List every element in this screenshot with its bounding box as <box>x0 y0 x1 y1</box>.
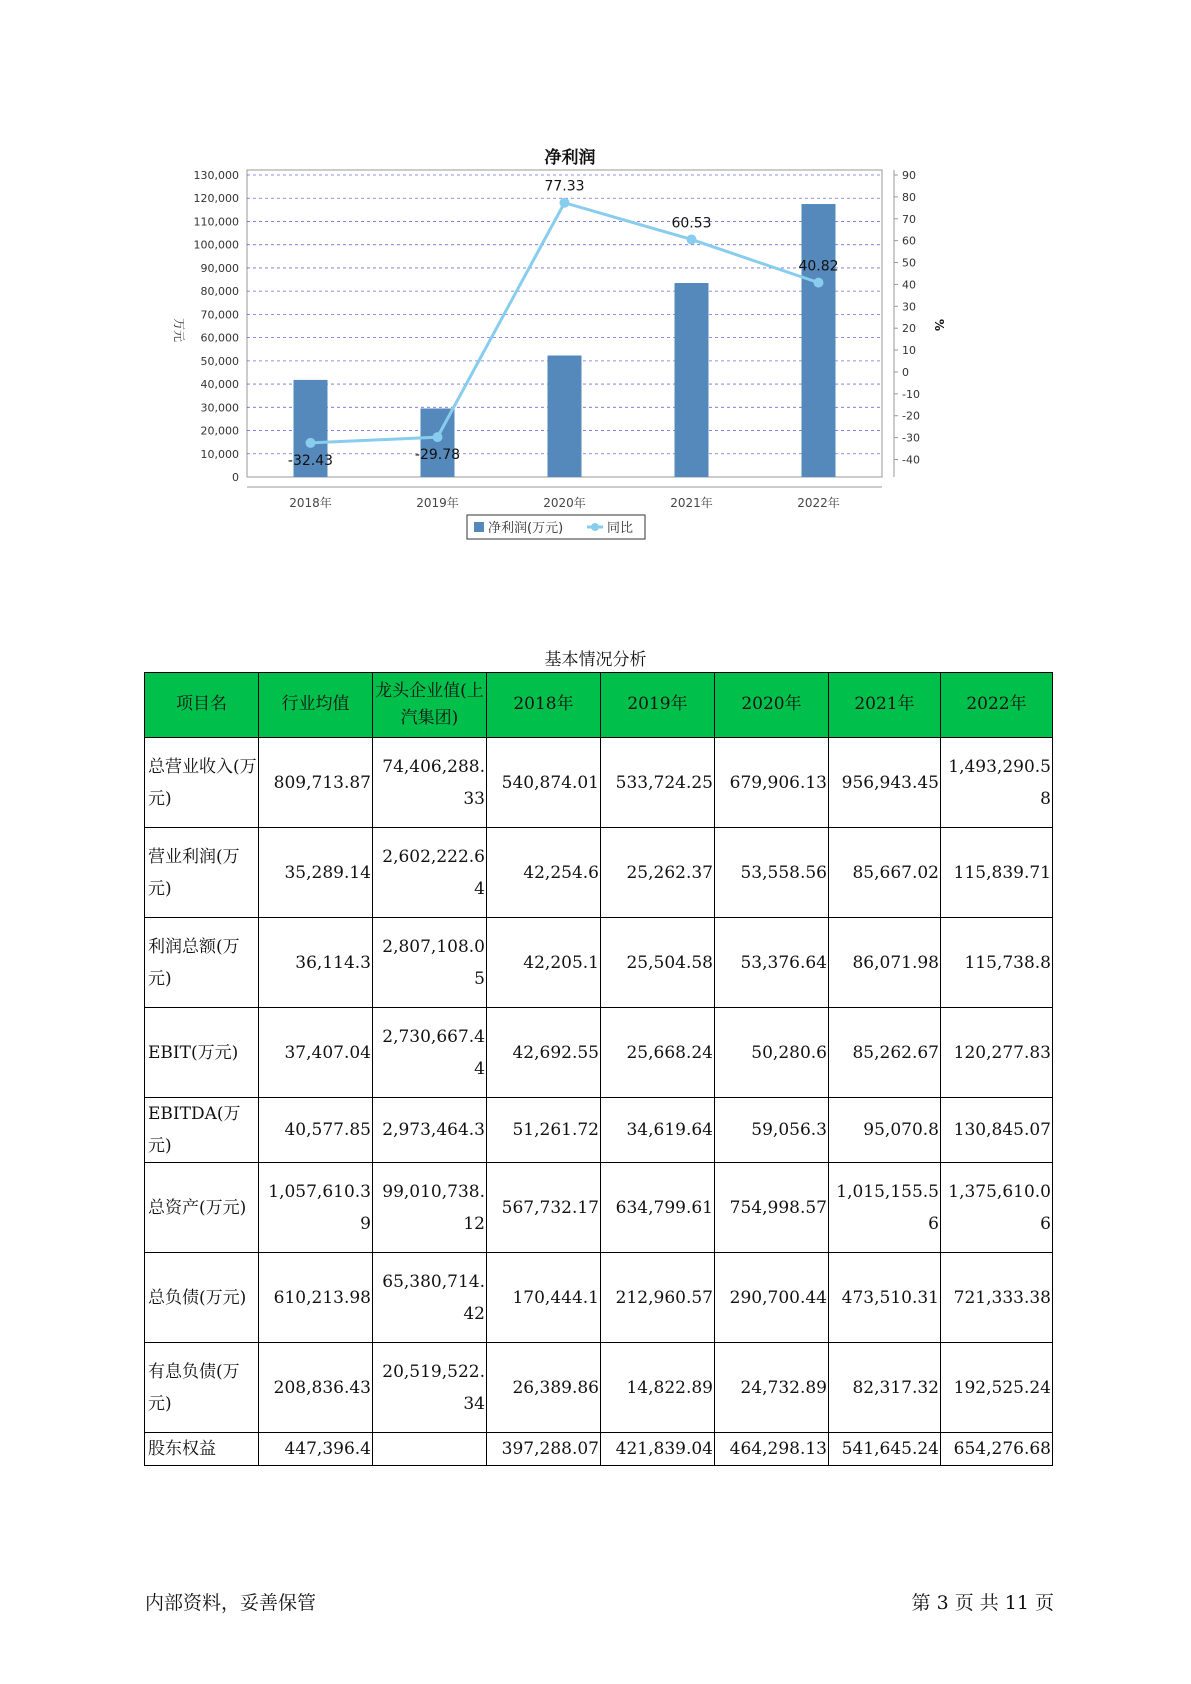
table-row <box>145 1343 1053 1433</box>
table-cell: 42,692.55 <box>487 1008 601 1098</box>
table-cell: 24,732.89 <box>715 1343 829 1433</box>
table-cell: 51,261.72 <box>487 1098 601 1163</box>
table-row <box>145 1163 1053 1253</box>
column-header: 项目名 <box>145 673 259 738</box>
legend-bar-swatch <box>474 522 484 532</box>
yoy-point <box>306 438 316 448</box>
table-cell <box>373 1433 487 1466</box>
table-row <box>145 1433 1053 1466</box>
x-tick-label: 2018年 <box>289 496 332 510</box>
column-header: 2019年 <box>601 673 715 738</box>
table-body <box>145 738 1053 1466</box>
table-cell: 956,943.45 <box>829 738 941 828</box>
x-tick-label: 2021年 <box>670 496 713 510</box>
table-cell: 2,973,464.3 <box>373 1098 487 1163</box>
column-header: 2018年 <box>487 673 601 738</box>
table-cell: 540,874.01 <box>487 738 601 828</box>
table-cell: 1,493,290.58 <box>941 738 1053 828</box>
table-cell: 14,822.89 <box>601 1343 715 1433</box>
y-left-tick-label: 60,000 <box>200 331 239 345</box>
table-cell: 397,288.07 <box>487 1433 601 1466</box>
table-cell: 290,700.44 <box>715 1253 829 1343</box>
table-cell: 53,376.64 <box>715 918 829 1008</box>
y-left-tick-label: 50,000 <box>200 354 239 368</box>
y-right-tick-label: 30 <box>902 300 916 314</box>
table-cell: 1,057,610.39 <box>259 1163 373 1253</box>
table-cell: 40,577.85 <box>259 1098 373 1163</box>
table-cell: 95,070.8 <box>829 1098 941 1163</box>
chart-title: 净利润 <box>544 148 596 168</box>
table-cell: 85,667.02 <box>829 828 941 918</box>
yoy-point <box>560 198 570 208</box>
table-cell: 120,277.83 <box>941 1008 1053 1098</box>
y-right-tick-label: -30 <box>902 431 920 445</box>
y-right-tick-label: -10 <box>902 387 920 401</box>
table-cell: 679,906.13 <box>715 738 829 828</box>
y-left-tick-label: 30,000 <box>200 401 239 415</box>
table-row <box>145 1008 1053 1098</box>
table-cell: 192,525.24 <box>941 1343 1053 1433</box>
yoy-data-label: -29.78 <box>414 447 461 464</box>
y-right-tick-label: 90 <box>902 169 916 182</box>
y-left-tick-label: 120,000 <box>193 192 239 206</box>
x-tick-label: 2020年 <box>543 496 586 510</box>
table-cell: 464,298.13 <box>715 1433 829 1466</box>
table-cell: 25,504.58 <box>601 918 715 1008</box>
table-cell: 473,510.31 <box>829 1253 941 1343</box>
y-right-tick-label: -40 <box>902 453 920 467</box>
y-right-axis-title: % <box>932 318 946 332</box>
row-label: EBIT(万元) <box>145 1008 259 1098</box>
column-header: 2020年 <box>715 673 829 738</box>
column-header: 2022年 <box>941 673 1053 738</box>
table-row <box>145 828 1053 918</box>
table-cell: 85,262.67 <box>829 1008 941 1098</box>
table-cell: 42,205.1 <box>487 918 601 1008</box>
table-cell: 212,960.57 <box>601 1253 715 1343</box>
y-left-tick-label: 40,000 <box>200 378 239 392</box>
y-right-tick-label: 0 <box>902 365 909 379</box>
table-cell: 447,396.4 <box>259 1433 373 1466</box>
table-cell: 654,276.68 <box>941 1433 1053 1466</box>
column-header: 龙头企业值(上汽集团) <box>373 673 487 738</box>
table-cell: 541,645.24 <box>829 1433 941 1466</box>
table-cell: 533,724.25 <box>601 738 715 828</box>
row-label: 营业利润(万元) <box>145 828 259 918</box>
table-row <box>145 1098 1053 1163</box>
y-right-tick-label: 10 <box>902 344 916 358</box>
yoy-point <box>814 278 824 288</box>
row-label: 总营业收入(万元) <box>145 738 259 828</box>
table-row <box>145 738 1053 828</box>
y-left-tick-label: 70,000 <box>200 308 239 322</box>
y-right-tick-label: 60 <box>902 234 916 248</box>
table-cell: 65,380,714.42 <box>373 1253 487 1343</box>
column-header: 行业均值 <box>259 673 373 738</box>
y-left-tick-label: 100,000 <box>193 238 239 252</box>
yoy-point <box>687 234 697 244</box>
row-label: 有息负债(万元) <box>145 1343 259 1433</box>
table-cell: 37,407.04 <box>259 1008 373 1098</box>
table-cell: 2,730,667.44 <box>373 1008 487 1098</box>
yoy-point <box>433 432 443 442</box>
bar <box>421 408 455 477</box>
row-label: 股东权益 <box>145 1433 259 1466</box>
y-right-tick-label: 80 <box>902 190 916 204</box>
legend-line-label: 同比 <box>607 521 634 536</box>
x-tick-label: 2019年 <box>416 496 459 510</box>
table-cell: 25,262.37 <box>601 828 715 918</box>
table-header-row <box>145 673 1053 738</box>
yoy-data-label: 77.33 <box>544 178 585 195</box>
table-cell: 53,558.56 <box>715 828 829 918</box>
row-label: 利润总额(万元) <box>145 918 259 1008</box>
y-right-tick-label: 40 <box>902 278 916 292</box>
table-cell: 809,713.87 <box>259 738 373 828</box>
footer-page-number: 第 3 页 共 11 页 <box>911 1592 1054 1614</box>
table-cell: 82,317.32 <box>829 1343 941 1433</box>
table-cell: 34,619.64 <box>601 1098 715 1163</box>
yoy-data-label: 40.82 <box>798 258 839 275</box>
row-label: 总资产(万元) <box>145 1163 259 1253</box>
table-cell: 754,998.57 <box>715 1163 829 1253</box>
net-profit-chart <box>140 135 1000 595</box>
table-cell: 35,289.14 <box>259 828 373 918</box>
table-cell: 99,010,738.12 <box>373 1163 487 1253</box>
column-header: 2021年 <box>829 673 941 738</box>
table-row <box>145 1253 1053 1343</box>
table-cell: 50,280.6 <box>715 1008 829 1098</box>
yoy-data-label: -32.43 <box>287 452 334 469</box>
table-cell: 42,254.6 <box>487 828 601 918</box>
table-cell: 421,839.04 <box>601 1433 715 1466</box>
bar <box>802 204 836 477</box>
y-right-tick-label: 20 <box>902 322 916 336</box>
row-label: EBITDA(万元) <box>145 1098 259 1163</box>
y-left-tick-label: 20,000 <box>200 424 239 438</box>
table-cell: 26,389.86 <box>487 1343 601 1433</box>
y-right-tick-label: 70 <box>902 212 916 226</box>
bar <box>548 356 582 477</box>
y-right-tick-label: -20 <box>902 409 920 423</box>
table-cell: 36,114.3 <box>259 918 373 1008</box>
bar <box>675 283 709 477</box>
y-left-tick-label: 110,000 <box>193 215 239 229</box>
y-left-tick-label: 80,000 <box>200 285 239 299</box>
table-cell: 25,668.24 <box>601 1008 715 1098</box>
yoy-data-label: 60.53 <box>671 215 712 232</box>
y-left-tick-label: 10,000 <box>200 447 239 461</box>
table-cell: 130,845.07 <box>941 1098 1053 1163</box>
table-cell: 86,071.98 <box>829 918 941 1008</box>
y-left-tick-label: 130,000 <box>193 169 239 182</box>
table-cell: 2,602,222.64 <box>373 828 487 918</box>
legend-line-marker <box>591 523 599 531</box>
table-row <box>145 918 1053 1008</box>
table-cell: 115,839.71 <box>941 828 1053 918</box>
analysis-table <box>144 672 1053 1466</box>
y-left-tick-label: 90,000 <box>200 261 239 275</box>
x-tick-label: 2022年 <box>797 496 840 510</box>
table-cell: 74,406,288.33 <box>373 738 487 828</box>
table-cell: 115,738.8 <box>941 918 1053 1008</box>
table-caption: 基本情况分析 <box>544 650 647 670</box>
table-cell: 59,056.3 <box>715 1098 829 1163</box>
row-label: 总负债(万元) <box>145 1253 259 1343</box>
table-cell: 634,799.61 <box>601 1163 715 1253</box>
y-left-tick-label: 0 <box>232 471 239 484</box>
table-cell: 2,807,108.05 <box>373 918 487 1008</box>
legend-bar-label: 净利润(万元) <box>488 521 564 536</box>
table-cell: 208,836.43 <box>259 1343 373 1433</box>
table-cell: 567,732.17 <box>487 1163 601 1253</box>
table-cell: 20,519,522.34 <box>373 1343 487 1433</box>
table-cell: 610,213.98 <box>259 1253 373 1343</box>
y-right-tick-label: 50 <box>902 256 916 270</box>
table-cell: 1,015,155.56 <box>829 1163 941 1253</box>
table-cell: 170,444.1 <box>487 1253 601 1343</box>
y-left-axis-title: 万元 <box>172 317 186 343</box>
table-cell: 721,333.38 <box>941 1253 1053 1343</box>
footer-confidential: 内部资料，妥善保管 <box>145 1592 317 1614</box>
chart-svg <box>140 135 1000 595</box>
table-cell: 1,375,610.06 <box>941 1163 1053 1253</box>
